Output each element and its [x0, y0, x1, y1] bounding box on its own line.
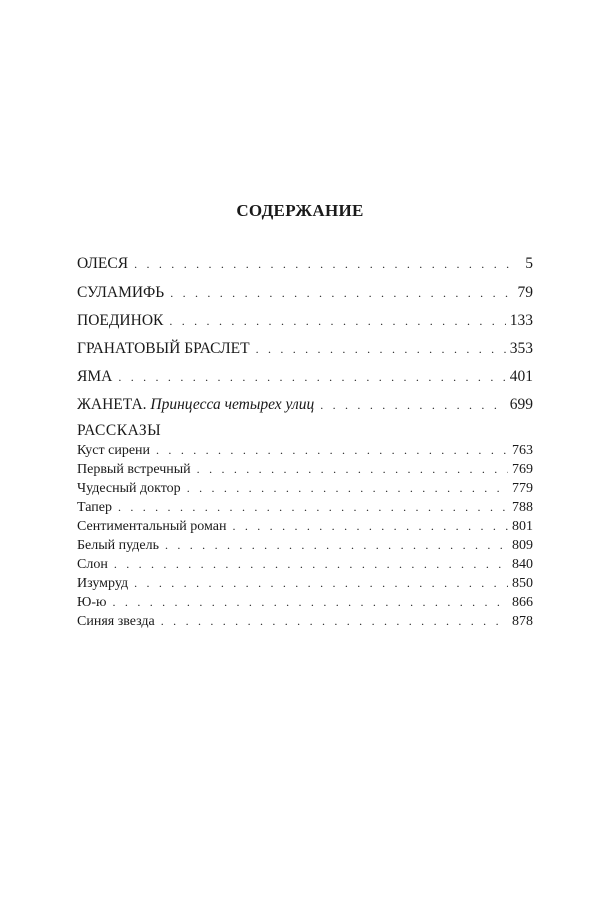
page-title: СОДЕРЖАНИЕ: [236, 201, 364, 220]
dot-leader: [197, 462, 508, 477]
dot-leader: [165, 538, 508, 553]
dot-leader: [118, 500, 508, 515]
page-number: 779: [512, 481, 533, 496]
page-number: 763: [512, 443, 533, 458]
entry-title: Синяя звезда: [77, 614, 155, 629]
toc-entry[interactable]: [77, 614, 533, 630]
toc-entry[interactable]: [77, 500, 533, 516]
page-number: 769: [512, 462, 533, 477]
dot-leader: [232, 519, 508, 534]
entry-title: ЯМА: [77, 368, 113, 385]
dot-leader: [256, 342, 506, 357]
page-number: 5: [525, 255, 533, 272]
dot-leader: [169, 314, 505, 329]
dot-leader: [134, 576, 508, 591]
entry-title: СУЛАМИФЬ: [77, 284, 165, 301]
page-number: 699: [509, 396, 533, 413]
toc-entry[interactable]: [77, 519, 533, 535]
entry-title: Тапер: [77, 500, 112, 515]
page-number: 133: [509, 312, 533, 329]
page-number: 850: [512, 576, 533, 591]
entry-title: ГРАНАТОВЫЙ БРАСЛЕТ: [77, 340, 250, 357]
toc-entry[interactable]: [77, 255, 533, 273]
toc-entry[interactable]: [77, 312, 533, 330]
entry-title: Слон: [77, 557, 108, 572]
toc-entry[interactable]: [77, 576, 533, 592]
entry-title: Белый пудель: [77, 538, 159, 553]
entry-title: Чудесный доктор: [77, 481, 181, 496]
dot-leader: [156, 443, 508, 458]
entry-subtitle: Принцесса четырех улиц: [150, 396, 315, 413]
toc-entry[interactable]: [77, 538, 533, 554]
toc-entry[interactable]: [77, 462, 533, 478]
page-number: 878: [512, 614, 533, 629]
section-title: РАССКАЗЫ: [77, 422, 162, 439]
toc-entry[interactable]: [77, 443, 533, 459]
entry-title: ОЛЕСЯ: [77, 255, 129, 272]
page-number: 79: [517, 284, 533, 301]
entry-title: [77, 396, 314, 414]
toc-entry[interactable]: [77, 595, 533, 611]
entry-title: Куст сирени: [77, 443, 151, 458]
page-number: 840: [512, 557, 533, 572]
entry-title: Сентиментальный роман: [77, 519, 227, 534]
dot-leader: [134, 257, 515, 272]
dot-leader: [320, 398, 506, 413]
entry-title: Первый встречный: [77, 462, 191, 477]
page-number: 801: [512, 519, 533, 534]
dot-leader: [161, 614, 508, 629]
toc-entry[interactable]: [77, 340, 533, 358]
dot-leader: [114, 557, 508, 572]
toc-entry[interactable]: [77, 368, 533, 386]
page-number: 809: [512, 538, 533, 553]
page-number: 788: [512, 500, 533, 515]
toc-entry[interactable]: [77, 557, 533, 573]
dot-leader: [170, 286, 513, 301]
entry-author-title: ЖАНЕТА.: [77, 396, 147, 413]
entry-title: ПОЕДИНОК: [77, 312, 164, 329]
toc-entry[interactable]: [77, 481, 533, 497]
entry-title: Изумруд: [77, 576, 129, 591]
page-number: 353: [509, 340, 533, 357]
entry-title: Ю-ю: [77, 595, 107, 610]
toc-entry[interactable]: [77, 284, 533, 302]
dot-leader: [118, 370, 505, 385]
toc-entry[interactable]: [77, 396, 533, 414]
dot-leader: [187, 481, 508, 496]
page-number: 401: [509, 368, 533, 385]
page-number: 866: [512, 595, 533, 610]
dot-leader: [113, 595, 508, 610]
